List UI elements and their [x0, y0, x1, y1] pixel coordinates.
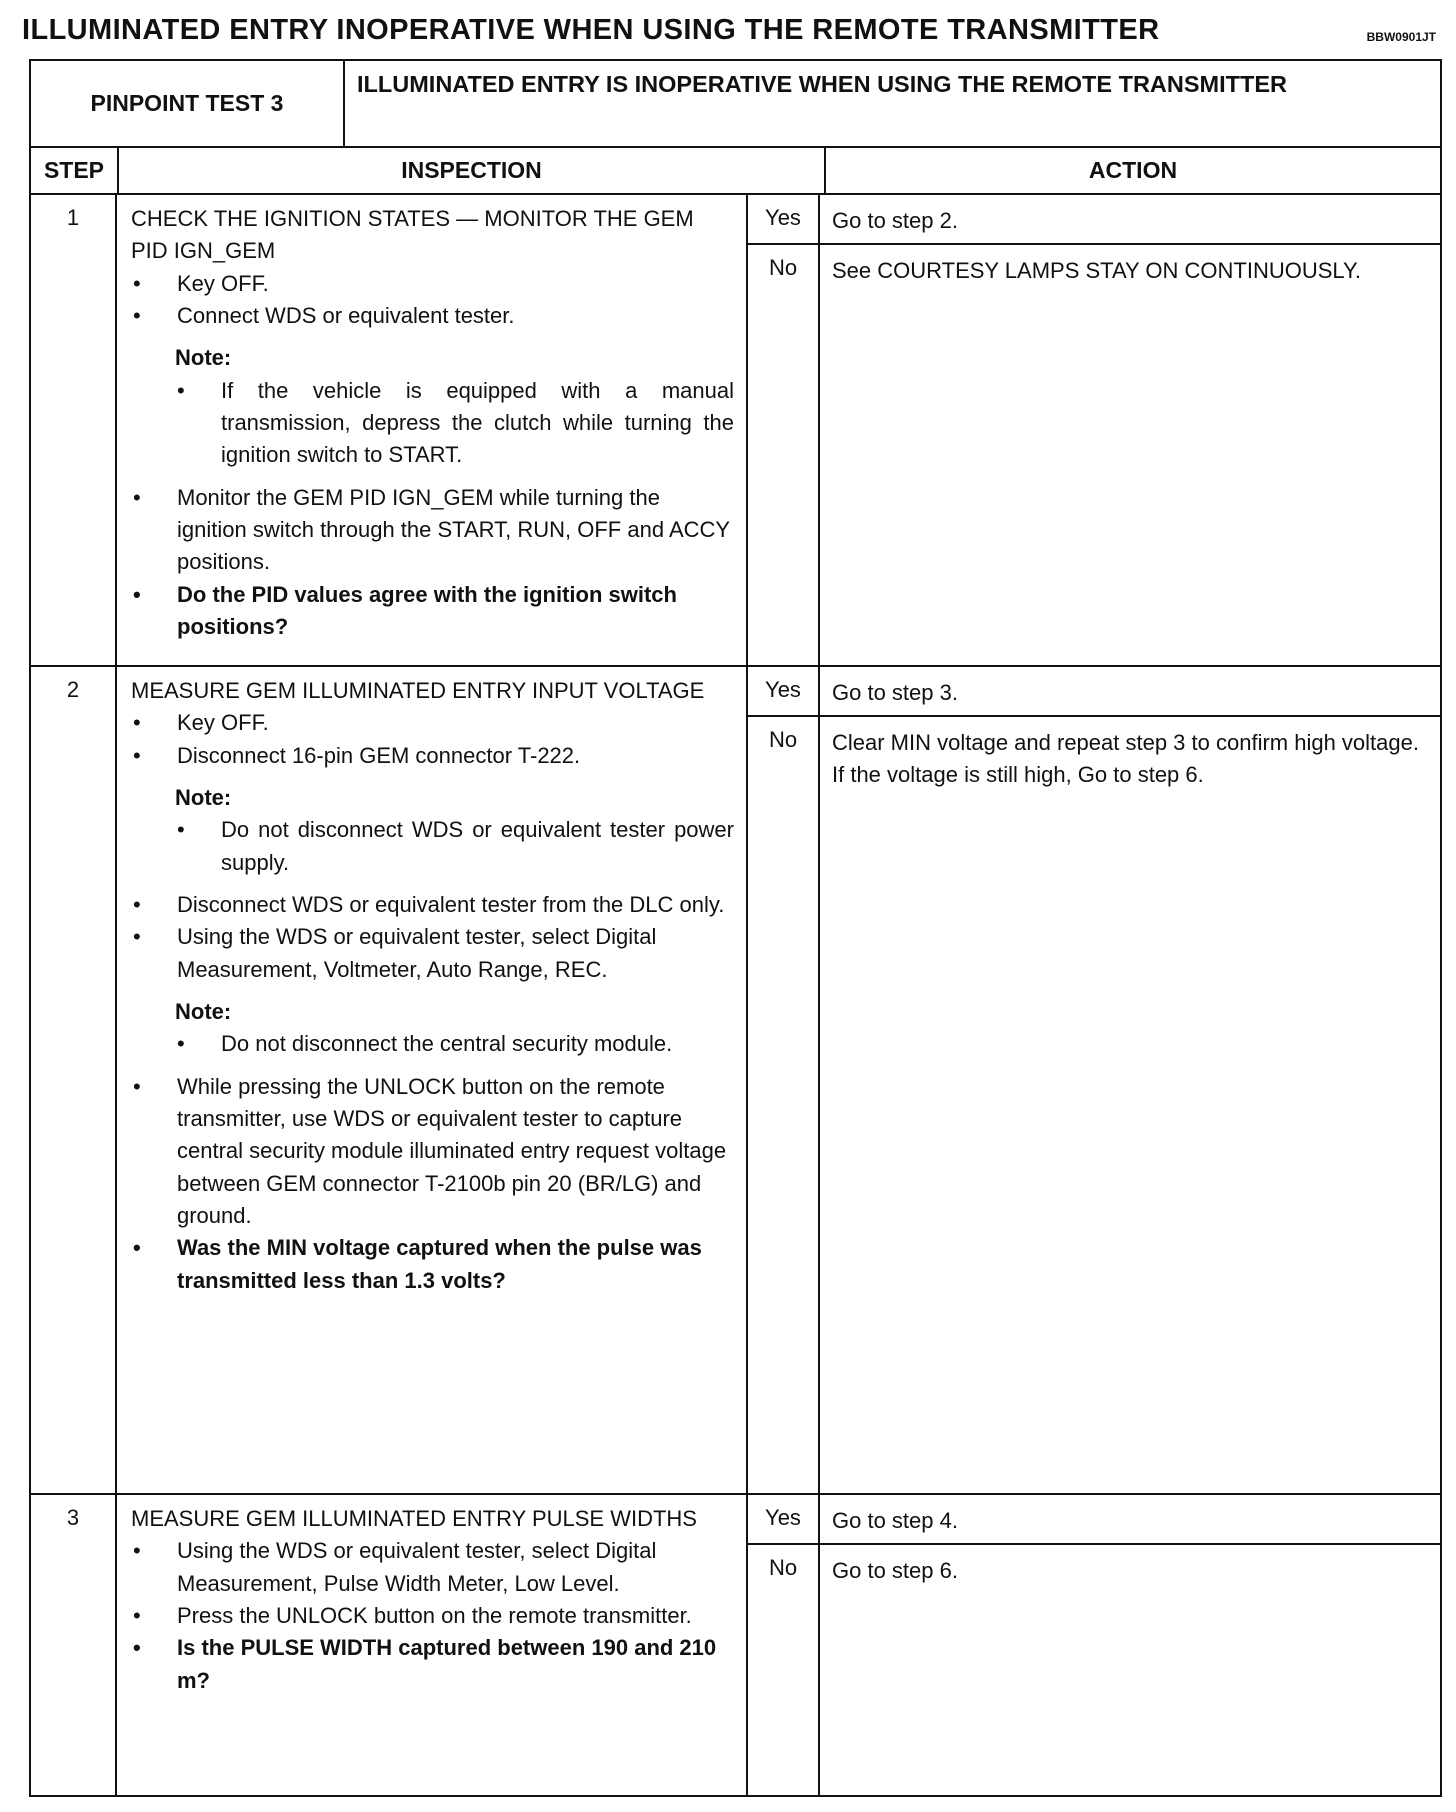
step-number: 2	[31, 667, 117, 1493]
answer-yes-action: Go to step 2.	[832, 208, 958, 233]
bullet-item: • While pressing the UNLOCK button on the remote transmitter, use WDS or equivalent tester to capture central security module illuminated entry request voltage between GEM connector T-2100b pin 20 (BR/LG) and ground.	[131, 1071, 734, 1233]
step-question: • Do the PID values agree with the ignition switch positions?	[131, 579, 734, 644]
step-inspection	[117, 1495, 748, 1795]
column-headers	[31, 148, 1440, 195]
answer-yes-action: Go to step 4.	[832, 1508, 958, 1533]
answer-no-label: No	[748, 717, 820, 1493]
note-bullet-list	[175, 1028, 734, 1060]
note-block	[131, 996, 734, 1061]
answer-no-action: Clear MIN voltage and repeat step 3 to confirm high voltage. If the voltage is still high, Go to step 6.	[832, 730, 1419, 788]
step-answers	[748, 195, 1440, 665]
note-bullet-list	[175, 375, 734, 472]
column-header-inspection: INSPECTION	[119, 148, 826, 193]
bullet-list	[131, 707, 734, 772]
bullet-list	[131, 1071, 734, 1297]
bullet-item: • Disconnect 16-pin GEM connector T-222.	[131, 740, 734, 772]
column-header-action: ACTION	[1088, 157, 1178, 183]
answer-yes-label: Yes	[748, 195, 820, 243]
bullet-item: • Key OFF.	[131, 268, 734, 300]
step-question: • Was the MIN voltage captured when the pulse was transmitted less than 1.3 volts?	[131, 1232, 734, 1297]
note-label: Note:	[175, 784, 232, 810]
answer-yes	[748, 667, 1440, 717]
step-inspection	[117, 667, 748, 1493]
note-bullet-list	[175, 814, 734, 879]
answer-yes-label: Yes	[748, 667, 820, 715]
step-number: 3	[31, 1495, 117, 1795]
answer-no-label: No	[748, 245, 820, 665]
answer-no	[748, 245, 1440, 665]
answer-no-action: Go to step 6.	[832, 1558, 958, 1583]
step-question: • Is the PULSE WIDTH captured between 190 and 210 m?	[131, 1632, 734, 1697]
note-label: Note:	[175, 345, 232, 371]
step-heading: MEASURE GEM ILLUMINATED ENTRY INPUT VOLTAGE	[131, 678, 705, 703]
note-label: Note:	[175, 998, 232, 1024]
note-block	[131, 342, 734, 471]
step-row-3	[31, 1495, 1440, 1795]
pinpoint-test-label: PINPOINT TEST 3	[31, 61, 345, 146]
pinpoint-test-header	[31, 61, 1440, 148]
bullet-item: • Using the WDS or equivalent tester, select Digital Measurement, Pulse Width Meter, Low Level.	[131, 1535, 734, 1600]
pinpoint-test-table	[29, 59, 1442, 1797]
answer-yes-label: Yes	[748, 1495, 820, 1543]
answer-no	[748, 717, 1440, 1493]
bullet-list	[131, 1535, 734, 1697]
bullet-item: • Using the WDS or equivalent tester, select Digital Measurement, Voltmeter, Auto Range, REC.	[131, 921, 734, 986]
bullet-item: • Monitor the GEM PID IGN_GEM while turning the ignition switch through the START, RUN, OFF and ACCY positions.	[131, 482, 734, 579]
note-block	[131, 782, 734, 879]
answer-yes	[748, 195, 1440, 245]
answer-no-label: No	[748, 1545, 820, 1795]
bullet-item: • Connect WDS or equivalent tester.	[131, 300, 734, 332]
answer-no	[748, 1545, 1440, 1795]
bullet-list	[131, 268, 734, 333]
step-row-2	[31, 667, 1440, 1495]
step-row-1	[31, 195, 1440, 667]
column-header-step: STEP	[31, 148, 119, 193]
step-heading: CHECK THE IGNITION STATES — MONITOR THE GEM PID IGN_GEM	[131, 206, 694, 264]
bullet-list	[131, 482, 734, 644]
step-heading: MEASURE GEM ILLUMINATED ENTRY PULSE WIDTHS	[131, 1506, 697, 1531]
bullet-item: • Press the UNLOCK button on the remote transmitter.	[131, 1600, 734, 1632]
answer-yes	[748, 1495, 1440, 1545]
bullet-item: • Key OFF.	[131, 707, 734, 739]
step-number: 1	[31, 195, 117, 665]
note-bullet-item: • Do not disconnect the central security module.	[175, 1028, 734, 1060]
page-title: ILLUMINATED ENTRY INOPERATIVE WHEN USING THE REMOTE TRANSMITTER	[22, 14, 1160, 46]
document-code: BBW0901JT	[1366, 30, 1436, 44]
step-inspection	[117, 195, 748, 665]
bullet-list	[131, 889, 734, 986]
answer-no-action: See COURTESY LAMPS STAY ON CONTINUOUSLY.	[832, 258, 1361, 283]
pinpoint-test-title: ILLUMINATED ENTRY IS INOPERATIVE WHEN USING THE REMOTE TRANSMITTER	[357, 71, 1288, 97]
step-answers	[748, 667, 1440, 1493]
answer-yes-action: Go to step 3.	[832, 680, 958, 705]
note-bullet-item: • Do not disconnect WDS or equivalent tester power supply.	[175, 814, 734, 879]
step-answers	[748, 1495, 1440, 1795]
bullet-item: • Disconnect WDS or equivalent tester from the DLC only.	[131, 889, 734, 921]
note-bullet-item: • If the vehicle is equipped with a manual transmission, depress the clutch while turning the ignition switch to START.	[175, 375, 734, 472]
